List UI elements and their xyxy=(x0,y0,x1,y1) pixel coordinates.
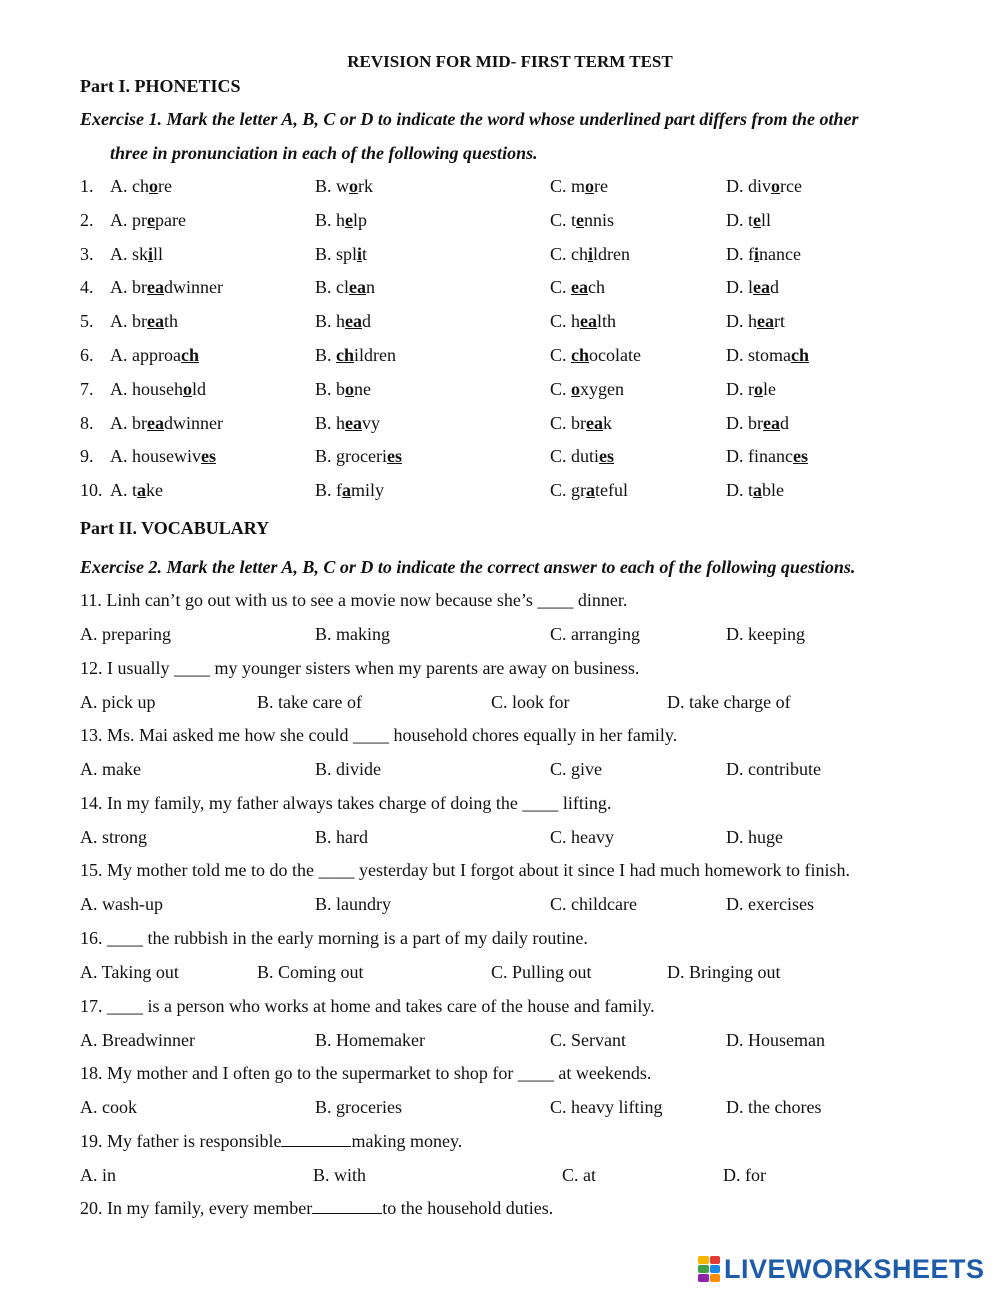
underlined-part: ch xyxy=(180,345,199,365)
answer-option[interactable]: C. arranging xyxy=(550,624,640,644)
option-text: D. stoma xyxy=(726,345,791,365)
underlined-part: o xyxy=(183,378,192,399)
option-text: d xyxy=(362,311,372,332)
answer-option[interactable] xyxy=(315,446,402,467)
option-text: dwinner xyxy=(164,412,223,433)
underlined-part: ch xyxy=(336,345,355,365)
answer-option[interactable] xyxy=(315,413,380,434)
underlined-part: ea xyxy=(763,412,780,433)
answer-option[interactable] xyxy=(726,446,808,467)
answer-option[interactable] xyxy=(726,244,801,265)
question-text xyxy=(80,1131,462,1152)
option-text: D. r xyxy=(726,378,754,399)
underlined-part: i xyxy=(754,243,760,264)
answer-option[interactable]: B. groceries xyxy=(315,1097,402,1118)
exercise1-instruction xyxy=(80,102,950,170)
underlined-part: o xyxy=(345,378,355,399)
option-text: C. gr xyxy=(550,480,586,501)
question-text: 18. My mother and I often go to the supermarket to shop for ____ at weekends. xyxy=(80,1063,652,1084)
option-text: rk xyxy=(358,176,374,196)
underlined-part: ea xyxy=(147,412,164,433)
option-text: ne xyxy=(354,378,372,399)
option-text: ll xyxy=(761,209,772,230)
answer-option[interactable] xyxy=(726,345,809,366)
question-text: 12. I usually ____ my younger sisters when my parents are away on business. xyxy=(80,657,640,678)
question-number: 7. xyxy=(80,378,94,399)
question-text: 14. In my family, my father always takes charge of doing the ____ lifting. xyxy=(80,792,612,813)
underlined-part: es xyxy=(386,446,402,467)
option-text: B. w xyxy=(315,176,350,196)
answer-option[interactable]: B. hard xyxy=(315,826,368,847)
underlined-part: o xyxy=(149,176,158,196)
underlined-part: i xyxy=(148,243,154,264)
options-row xyxy=(80,1030,980,1058)
answer-option[interactable] xyxy=(110,277,223,298)
option-text: C. h xyxy=(550,311,581,332)
answer-option[interactable]: B. with xyxy=(313,1164,367,1185)
answer-option[interactable] xyxy=(550,311,616,332)
answer-option[interactable] xyxy=(550,413,612,434)
answer-option[interactable]: A. in xyxy=(80,1164,116,1185)
answer-option[interactable]: B. making xyxy=(315,624,390,644)
option-text: D. l xyxy=(726,277,753,298)
answer-option[interactable]: C. look for xyxy=(491,691,570,712)
question-row xyxy=(80,345,980,373)
option-text: ocolate xyxy=(589,345,641,365)
answer-option[interactable] xyxy=(550,480,628,501)
answer-option[interactable] xyxy=(315,311,371,332)
question-row xyxy=(80,311,980,339)
question-text-end: making money. xyxy=(351,1130,463,1151)
answer-option[interactable] xyxy=(550,345,641,366)
underlined-part: ch xyxy=(791,345,809,365)
question-text: 16. ____ the rubbish in the early morning is a part of my daily routine. xyxy=(80,928,588,948)
option-text: A. househ xyxy=(110,378,183,399)
question-number: 5. xyxy=(80,311,94,332)
option-text: D. financ xyxy=(726,446,793,467)
options-row xyxy=(80,827,980,855)
options-row xyxy=(80,1097,980,1125)
option-text: ble xyxy=(762,480,784,501)
option-text: ke xyxy=(146,480,163,501)
question-text: 17. ____ is a person who works at home and takes care of the house and family. xyxy=(80,995,655,1016)
answer-option[interactable]: A. preparing xyxy=(80,624,171,644)
option-text: D. t xyxy=(726,209,753,230)
exercise1-line1: Exercise 1. Mark the letter A, B, C or D to indicate the word whose underlined part differs from the other xyxy=(80,109,859,129)
answer-option[interactable]: B. laundry xyxy=(315,894,391,915)
answer-option[interactable] xyxy=(110,244,163,265)
answer-option[interactable] xyxy=(315,345,396,366)
option-text: A. br xyxy=(110,412,147,433)
question-number: 10. xyxy=(80,480,103,501)
option-text: A. br xyxy=(110,311,147,332)
options-row xyxy=(80,692,980,720)
option-text: A. t xyxy=(110,480,137,501)
answer-option[interactable]: D. Houseman xyxy=(726,1029,825,1050)
option-text: C. t xyxy=(550,209,577,230)
answer-blank[interactable] xyxy=(281,1132,351,1147)
options-row xyxy=(80,894,980,922)
underlined-part: ea xyxy=(757,311,774,332)
answer-option[interactable]: C. give xyxy=(550,759,602,780)
question-text: 15. My mother told me to do the ____ yesterday but I forgot about it since I had much homework to finish. xyxy=(80,860,851,881)
answer-option[interactable] xyxy=(110,210,186,231)
answer-option[interactable]: D. the chores xyxy=(726,1097,822,1118)
underlined-part: o xyxy=(585,176,595,196)
underlined-part: a xyxy=(586,480,595,501)
question-number: 9. xyxy=(80,446,94,467)
question-number: 3. xyxy=(80,243,94,264)
option-text: ll xyxy=(153,243,164,264)
option-text: D. div xyxy=(726,176,771,196)
option-text: ldren xyxy=(593,243,630,264)
option-text: dwinner xyxy=(164,277,223,298)
answer-option[interactable] xyxy=(315,379,371,400)
answer-option[interactable] xyxy=(726,176,802,197)
option-text: A. pr xyxy=(110,209,147,230)
answer-option[interactable]: B. take care of xyxy=(257,691,362,712)
question-number: 4. xyxy=(80,277,94,298)
underlined-part: es xyxy=(599,446,615,467)
answer-option[interactable] xyxy=(315,176,373,197)
answer-option[interactable]: D. take charge of xyxy=(667,691,791,712)
logo-cube-icon xyxy=(698,1256,720,1282)
option-text: B. b xyxy=(315,378,346,399)
underlined-part: a xyxy=(342,480,351,501)
option-text: d xyxy=(770,277,779,298)
option-text: B. h xyxy=(315,209,346,230)
options-row xyxy=(80,1165,980,1193)
answer-option[interactable] xyxy=(550,379,624,400)
option-text: n xyxy=(366,277,375,298)
option-text: xygen xyxy=(580,378,625,399)
underlined-part: ea xyxy=(147,311,164,332)
question-text xyxy=(80,1198,553,1219)
underlined-part: o xyxy=(349,176,359,196)
answer-option[interactable]: D. for xyxy=(723,1164,766,1185)
underlined-part: ea xyxy=(580,311,598,332)
answer-option[interactable]: B. divide xyxy=(315,759,381,780)
question-row xyxy=(80,480,980,508)
answer-option[interactable]: C. Servant xyxy=(550,1029,626,1050)
question-number: 6. xyxy=(80,345,94,365)
option-text: nnis xyxy=(584,209,615,230)
option-text: re xyxy=(158,176,172,196)
options-row xyxy=(80,624,980,652)
options-row xyxy=(80,759,980,787)
answer-option[interactable]: A. cook xyxy=(80,1097,137,1118)
answer-option[interactable] xyxy=(726,379,776,400)
answer-option[interactable] xyxy=(550,277,605,298)
underlined-part: ea xyxy=(571,277,589,298)
option-text: B. cl xyxy=(315,277,349,298)
part2-heading: Part II. VOCABULARY xyxy=(80,518,270,538)
option-text: A. ch xyxy=(110,176,149,196)
answer-option[interactable]: A. make xyxy=(80,759,141,780)
answer-option[interactable]: A. Breadwinner xyxy=(80,1029,195,1050)
exercise2-instruction: Exercise 2. Mark the letter A, B, C or D to indicate the correct answer to each of the following questions. xyxy=(80,557,856,577)
answer-option[interactable] xyxy=(550,244,630,265)
question-number: 2. xyxy=(80,209,94,230)
option-text: A. sk xyxy=(110,243,149,264)
option-text: D. br xyxy=(726,412,763,433)
option-text: vy xyxy=(362,412,381,433)
option-text: mily xyxy=(351,480,385,501)
answer-option[interactable] xyxy=(726,210,771,231)
option-text: A. br xyxy=(110,277,147,298)
answer-option[interactable]: A. strong xyxy=(80,826,147,847)
underlined-part: i xyxy=(588,243,594,264)
underlined-part: ea xyxy=(586,412,603,433)
option-text: teful xyxy=(595,480,628,501)
question-text: 11. Linh can’t go out with us to see a movie now because she’s ____ dinner. xyxy=(80,590,628,610)
answer-option[interactable]: A. wash-up xyxy=(80,894,163,915)
option-text: lp xyxy=(353,209,368,230)
answer-option[interactable]: C. at xyxy=(562,1164,596,1185)
logo-text: LIVEWORKSHEETS xyxy=(724,1253,985,1284)
option-text: pare xyxy=(155,209,186,230)
option-text: B. h xyxy=(315,311,346,332)
question-row xyxy=(80,277,980,305)
question-text-start: 19. My father is responsible xyxy=(80,1130,282,1151)
option-text: A. approa xyxy=(110,345,181,365)
question-row xyxy=(80,244,980,272)
underlined-part: ch xyxy=(571,345,590,365)
answer-option[interactable] xyxy=(550,176,608,197)
answer-option[interactable] xyxy=(315,480,384,501)
option-text: d xyxy=(780,412,789,433)
answer-option[interactable] xyxy=(315,244,367,265)
option-text: t xyxy=(362,243,368,264)
option-text: lth xyxy=(597,311,617,332)
option-text: B. h xyxy=(315,412,346,433)
answer-option[interactable] xyxy=(726,480,784,501)
underlined-part: a xyxy=(137,480,146,501)
answer-option[interactable]: D. Bringing out xyxy=(667,962,781,982)
answer-option[interactable]: A. pick up xyxy=(80,691,156,712)
option-text: C. m xyxy=(550,176,586,196)
page-title: REVISION FOR MID- FIRST TERM TEST xyxy=(347,52,673,71)
option-text: C. xyxy=(550,378,572,399)
option-text: A. housewiv xyxy=(110,446,201,467)
option-text: D. h xyxy=(726,311,757,332)
underlined-part: o xyxy=(571,378,581,399)
answer-option[interactable] xyxy=(726,277,779,298)
answer-option[interactable]: B. Coming out xyxy=(257,962,364,982)
answer-option[interactable] xyxy=(110,446,216,467)
exercise1-line2: three in pronunciation in each of the following questions. xyxy=(110,143,538,163)
answer-option[interactable] xyxy=(110,176,172,197)
option-text: B. groceri xyxy=(315,446,387,467)
underlined-part: e xyxy=(147,209,155,230)
underlined-part: ea xyxy=(345,412,363,433)
option-text: le xyxy=(763,378,776,399)
answer-option[interactable]: D. exercises xyxy=(726,894,814,915)
answer-blank[interactable] xyxy=(312,1199,382,1214)
answer-option[interactable] xyxy=(110,480,163,501)
option-text: rt xyxy=(774,311,785,332)
option-text: C. xyxy=(550,277,572,298)
answer-option[interactable]: C. childcare xyxy=(550,894,637,915)
option-text: C. xyxy=(550,345,572,365)
answer-option[interactable]: D. contribute xyxy=(726,759,821,780)
underlined-part: ea xyxy=(147,277,164,298)
answer-option[interactable]: C. Pulling out xyxy=(491,962,592,982)
answer-option[interactable] xyxy=(110,413,223,434)
option-text: C. br xyxy=(550,412,586,433)
answer-option[interactable]: D. huge xyxy=(726,826,783,847)
liveworksheets-logo xyxy=(698,1254,985,1284)
part1-heading: Part I. PHONETICS xyxy=(80,76,241,96)
underlined-part: o xyxy=(754,378,763,399)
option-text: th xyxy=(164,311,179,332)
question-text-start: 20. In my family, every member xyxy=(80,1198,313,1219)
option-text: B. f xyxy=(315,480,342,501)
question-row xyxy=(80,176,980,204)
option-text: D. f xyxy=(726,243,754,264)
options-row xyxy=(80,962,980,990)
question-number: 8. xyxy=(80,412,94,433)
question-number: 1. xyxy=(80,176,94,196)
option-text: rce xyxy=(780,176,802,196)
option-text: C. ch xyxy=(550,243,588,264)
option-text: B. xyxy=(315,345,337,365)
option-text: C. duti xyxy=(550,446,600,467)
option-text: D. t xyxy=(726,480,753,501)
answer-option[interactable] xyxy=(726,311,785,332)
answer-option[interactable] xyxy=(110,311,178,332)
option-text: ld xyxy=(192,378,207,399)
underlined-part: i xyxy=(357,243,363,264)
answer-option[interactable] xyxy=(550,446,614,467)
underlined-part: o xyxy=(771,176,780,196)
option-text: B. spl xyxy=(315,243,358,264)
answer-option[interactable]: A. Taking out xyxy=(80,962,179,982)
answer-option[interactable]: C. heavy xyxy=(550,826,614,847)
option-text: k xyxy=(603,412,612,433)
question-text-end: to the household duties. xyxy=(382,1198,554,1219)
underlined-part: ea xyxy=(753,277,770,298)
answer-option[interactable] xyxy=(726,413,789,434)
underlined-part: e xyxy=(576,209,585,230)
answer-option[interactable]: C. heavy lifting xyxy=(550,1097,663,1118)
question-text: 13. Ms. Mai asked me how she could ____ household chores equally in her family. xyxy=(80,725,678,746)
answer-option[interactable] xyxy=(315,277,375,298)
question-row xyxy=(80,379,980,407)
underlined-part: ea xyxy=(345,311,363,332)
answer-option[interactable] xyxy=(110,379,206,400)
option-text: ildren xyxy=(354,345,397,365)
underlined-part: e xyxy=(753,209,761,230)
question-row xyxy=(80,446,980,474)
underlined-part: es xyxy=(201,446,216,467)
answer-option[interactable]: B. Homemaker xyxy=(315,1029,425,1050)
underlined-part: ea xyxy=(349,277,366,298)
answer-option[interactable] xyxy=(315,210,367,231)
underlined-part: e xyxy=(345,209,354,230)
answer-option[interactable]: D. keeping xyxy=(726,624,805,644)
option-text: nance xyxy=(759,243,801,264)
option-text: ch xyxy=(588,277,606,298)
option-text: re xyxy=(594,176,608,196)
underlined-part: a xyxy=(753,480,762,501)
answer-option[interactable] xyxy=(110,345,199,366)
underlined-part: es xyxy=(792,446,808,467)
answer-option[interactable] xyxy=(550,210,614,231)
question-row xyxy=(80,210,980,238)
question-row xyxy=(80,413,980,441)
